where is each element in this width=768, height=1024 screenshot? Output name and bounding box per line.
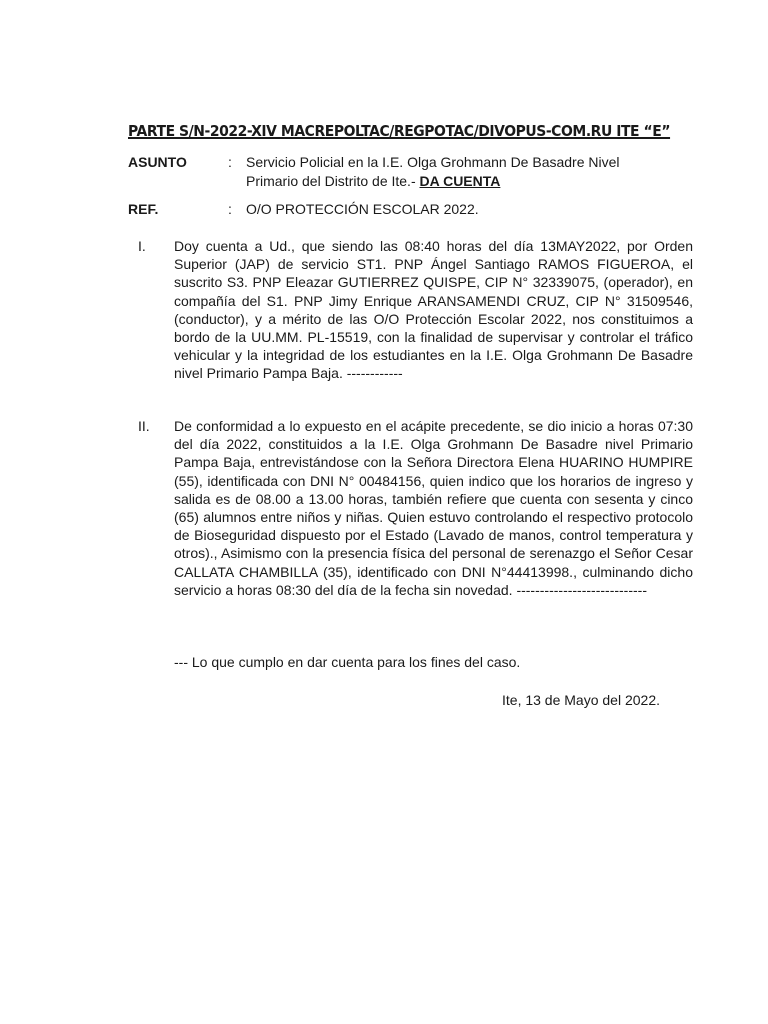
asunto-colon: : [228,154,232,170]
date-line: Ite, 13 de Mayo del 2022. [502,692,660,708]
da-cuenta-text: DA CUENTA [419,173,501,189]
asunto-label: ASUNTO [128,154,187,170]
closing-line: --- Lo que cumplo en dar cuenta para los fines del caso. [174,654,521,670]
document-title: PARTE S/N-2022-XIV MACREPOLTAC/REGPOTAC/DIVOPUS-COM.RU ITE “E” [128,122,671,140]
asunto-value [246,153,686,191]
ref-value: O/O PROTECCIÓN ESCOLAR 2022. [246,201,479,217]
paragraph-text: De conformidad a lo expuesto en el acápite precedente, se dio inicio a horas 07:30 del día 2022, constituidos a la I.E. Olga Grohmann De Basadre nivel Primario Pampa Baja, entrevistándose con la Señora Directora Elena HUARINO HUMPIRE (55), identificada con DNI N° 00484156, quien indico que los horarios de ingreso y salida es de 08.00 a 13.00 horas, también refiere que cuenta con sesenta y cinco (65) alumnos entre niños y niñas. Quien estuvo controlando el respectivo protocolo de Bioseguridad dispuesto por el Estado (Lavado de manos, control temperatura y otros)., Asimismo con la presencia física del personal de serenazgo el Señor Cesar CALLATA CHAMBILLA (35), identificado con DNI N°44413998., culminando dicho servicio a horas 08:30 del día de la fecha sin novedad. ---------------------------- [174,418,693,598]
paragraph-text: Doy cuenta a Ud., que siendo las 08:40 horas del día 13MAY2022, por Orden Superior (JAP) de servicio ST1. PNP Ángel Santiago RAMOS FIGUEROA, el suscrito S3. PNP Eleazar GUTIERREZ QUISPE, CIP N° 32339075, (operador), en compañía del S1. PNP Jimy Enrique ARANSAMENDI CRUZ, CIP N° 31509546, (conductor), y a mérito de las O/O Protección Escolar 2022, nos constituimos a bordo de la UU.MM. PL-15519, con la finalidad de supervisar y controlar el tráfico vehicular y la integridad de los estudiantes en la I.E. Olga Grohmann De Basadre nivel Primario Pampa Baja. ------------ [174,238,693,382]
asunto-line2: Primario del Distrito de Ite.- [246,173,416,189]
ref-colon: : [228,201,232,217]
asunto-row [128,153,708,193]
paragraph-number: I. [138,238,146,254]
asunto-line2-wrap [246,172,686,191]
paragraph-2 [128,417,693,637]
ref-label: REF. [128,201,159,217]
paragraph-number: II. [138,418,150,434]
paragraph-1 [128,237,693,402]
ref-row [128,200,708,220]
asunto-line1: Servicio Policial en la I.E. Olga Grohmann De Basadre Nivel [246,154,620,170]
